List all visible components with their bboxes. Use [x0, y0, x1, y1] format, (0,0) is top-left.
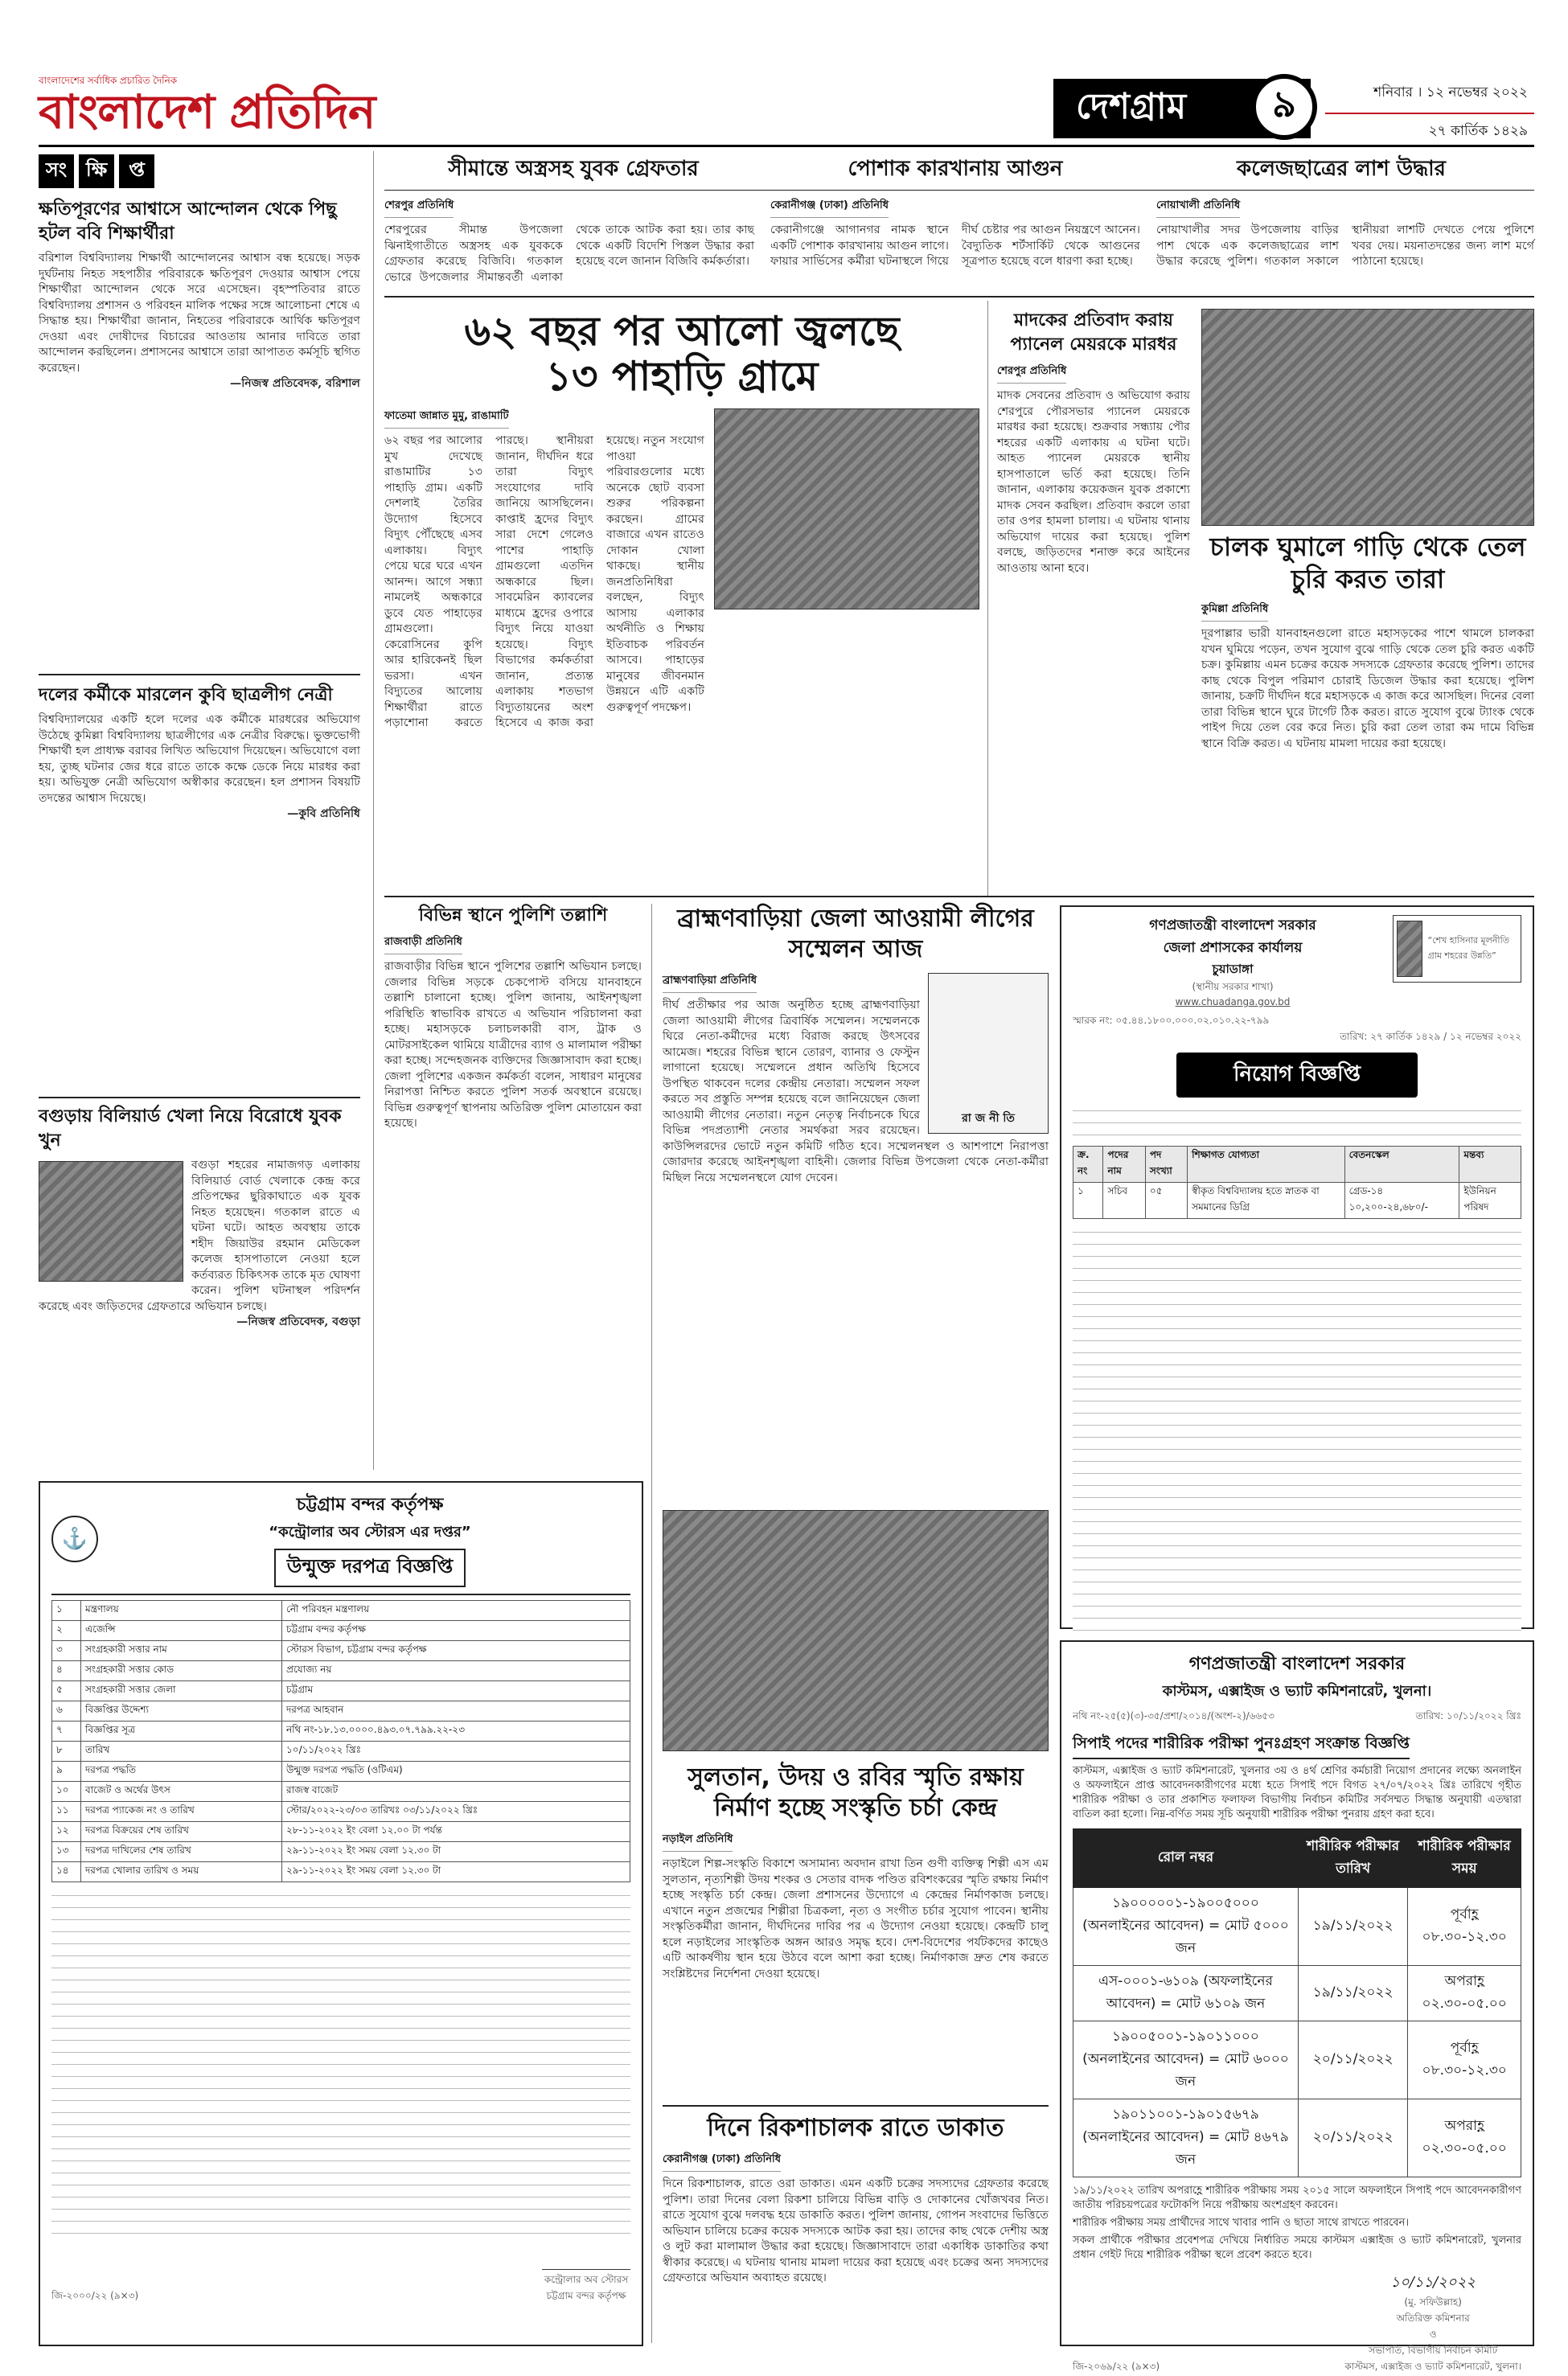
ad-gov: গণপ্রজাতন্ত্রী বাংলাদেশ সরকার: [1149, 917, 1316, 934]
tender-table: [51, 1600, 630, 1882]
table-header-cell: ক্র. নং: [1073, 1147, 1103, 1183]
top-story-1: [384, 196, 754, 293]
table-cell: সংগ্রহকারী সত্তার নাম: [81, 1641, 282, 1661]
table-cell: ২০/১১/২০২২: [1298, 2099, 1407, 2177]
ad-slogan: “শেখ হাসিনার মূলনীতি গ্রাম শহরের উন্নতি”: [1427, 935, 1509, 961]
table-header-cell: রোল নম্বর: [1073, 1829, 1299, 1888]
table-row: [52, 1822, 630, 1842]
ad-title: নিয়োগ বিজ্ঞপ্তি: [1176, 1053, 1418, 1098]
table-cell: দরপত্র প্যাকেজ নং ও তারিখ: [81, 1802, 282, 1822]
ad-title: সিপাই পদের শারীরিক পরীক্ষা পুনঃগ্রহণ সংক্রান্ত বিজ্ঞপ্তি: [1073, 1732, 1410, 1759]
table-cell: অপরাহ্ণ ০২.৩০-০৫.০০: [1408, 1966, 1521, 2021]
lead-headline-line: ১৩ পাহাড়ি গ্রামে: [545, 353, 819, 400]
table-cell: দরপত্র দাখিলের শেষ তারিখ: [81, 1842, 282, 1862]
truck-photo: [1201, 309, 1534, 526]
table-cell: ৯: [52, 1762, 81, 1782]
table-header-cell: শারীরিক পরীক্ষার তারিখ: [1298, 1829, 1407, 1888]
story-body: মাদক সেবনের প্রতিবাদ ও অভিযোগ করায় শেরপুরে পৌরসভার প্যানেল মেয়রকে মারধর করা হয়েছে। শুক্রবার সন্ধ্যায় পৌর শহরের একটি এলাকায় এ ঘটনা ঘটে। আহত প্যানেল মেয়রকে স্থানীয় হাসপাতালে ভর্তি করা হয়েছে। তিনি জানান, এলাকায় কয়েকজন যুবক প্রকাশ্যে মাদক সেবন করছিল। প্রতিবাদ করলে তারা তার ওপর হামলা চালায়। এ ঘটনায় থানায় অভিযোগ দায়ের করা হয়েছে। পুলিশ বলছে, জড়িতদের শনাক্ত করে আইনের আওতায় আনা হবে।: [997, 389, 1190, 575]
story-body: কেরানীগঞ্জে আগানগর নামক স্থানে একটি পোশাক কারখানায় আগুন লাগে। ফায়ার সার্ভিসের কর্মীরা ঘটনাস্থলে গিয়ে দীর্ঘ চেষ্টার পর আগুন নিয়ন্ত্রণে আনেন। বৈদ্যুতিক শর্টসার্কিট থেকে আগুনের সূত্রপাত হয়েছে বলে ধারণা করা হচ্ছে।: [770, 224, 1140, 268]
divider: [39, 1097, 360, 1098]
ad-org: চট্টগ্রাম বন্দর কর্তৃপক্ষ: [296, 1495, 444, 1515]
table-cell: ১৪: [52, 1862, 81, 1882]
date-english: শনিবার । ১২ নভেম্বর ২০২২: [1325, 79, 1534, 114]
table-cell: নৌ পরিবহন মন্ত্রণালয়: [282, 1601, 630, 1621]
divider: [384, 896, 1534, 897]
table-row: [52, 1721, 630, 1742]
tender-terms: [51, 1889, 630, 2243]
table-row: [52, 1842, 630, 1862]
masthead: [39, 74, 1534, 143]
page-number: ৯: [1251, 74, 1317, 140]
label-letter: ক্ষি: [79, 154, 114, 188]
ad-date: তারিখ: ২৭ কার্তিক ১৪২৯ / ১২ নভেম্বর ২০২২: [1339, 1031, 1521, 1042]
label-letter: সং: [39, 154, 74, 188]
table-cell: ১০: [52, 1782, 81, 1802]
story-body: বগুড়া শহরের নামাজগড় এলাকায় বিলিয়ার্ড বোর্ড খেলাকে কেন্দ্র করে প্রতিপক্ষের ছুরিকাঘাতে এক যুবক নিহত হয়েছেন। গতকাল রাতে এ ঘটনা ঘটে। আহত অবস্থায় তাকে শহীদ জিয়াউর রহমান মেডিকেল কলেজ হাসপাতালে নেওয়া হলে কর্তব্যরত চিকিৎসক তাকে মৃত ঘোষণা করেন। পুলিশ ঘটনাস্থল পরিদর্শন করেছে এবং জড়িতদের গ্রেফতারে অভিযান চলছে।: [39, 1159, 360, 1313]
sign-title: কাস্টমস, এক্সাইজ ও ভ্যাট কমিশনারেট, খুলনা।: [1344, 2361, 1521, 2372]
table-cell: সংগ্রহকারী সত্তার জেলা: [81, 1681, 282, 1701]
table-header-cell: পদের নাম: [1103, 1147, 1145, 1183]
ad-ref: নথি নং-২৫(৫)(৩)-৩৫/প্রশা/২০১৪/(অংশ-২)/৬৬৫৩: [1073, 1710, 1275, 1721]
chuadanga-recruitment-ad: [1060, 905, 1534, 1629]
building-photo: [663, 1510, 1049, 1751]
story-headline: ব্রাহ্মণবাড়িয়া জেলা আওয়ামী লীগের সম্মেলন আজ: [677, 905, 1034, 963]
masthead-rule: [39, 145, 1534, 147]
story-byline: শেরপুর প্রতিনিধি: [384, 198, 454, 218]
sign-title: সভাপতি, বিভাগীয় নির্বাচন কমিটি: [1369, 2345, 1498, 2356]
brief-story-2: [39, 683, 360, 1094]
exam-schedule-table: [1073, 1828, 1521, 2177]
post-table: [1073, 1146, 1521, 1219]
ad-intro: কাস্টমস, এক্সাইজ ও ভ্যাট কমিশনারেট, খুলনার ৩য় ও ৪র্থ শ্রেণির কর্মচারী নিয়োগ প্রদানের লক্ষ্যে অনলাইন ও অফলাইনে প্রাপ্ত আবেদনকারীগণের মধ্যে হতে সিপাই পদে বিগত ২৭/০৭/২০২২ খ্রিঃ তারিখে গৃহীত শারীরিক পরীক্ষা ও তার প্রকাশিত ফলাফল বিভাগীয় নির্বাচন কমিটির সর্বসম্মত সিদ্ধান্ত অনুযায়ী এতদ্বারা বাতিল করা হলো। নিম্ন-বর্ণিত সময় সূচি অনুযায়ী শারীরিক পরীক্ষা পুনরায় গ্রহণ করা হবে।: [1073, 1765, 1521, 1820]
sign-title: কন্ট্রোলার অব স্টোরস: [544, 2274, 629, 2285]
table-cell: ১: [52, 1601, 81, 1621]
table-cell: দরপত্র বিক্রয়ের শেষ তারিখ: [81, 1822, 282, 1842]
police-story: [384, 904, 642, 1470]
table-header-cell: শিক্ষাগত যোগ্যতা: [1188, 1147, 1344, 1183]
table-row: [1073, 2021, 1521, 2099]
table-cell: ৮: [52, 1742, 81, 1762]
table-cell: ৪: [52, 1661, 81, 1681]
table-header-cell: শারীরিক পরীক্ষার সময়: [1408, 1829, 1521, 1888]
divider: [663, 2105, 1049, 2107]
lead-headline: [384, 309, 979, 402]
story-byline: কেরানীগঞ্জ (ঢাকা) প্রতিনিধি: [770, 198, 889, 218]
ad-note: শারীরিক পরীক্ষায় সময় প্রার্থীদের সাথে খাবার পানি ও ছাতা সাথে রাখতে পারবেন।: [1073, 2217, 1410, 2229]
fuel-theft-story: [1201, 531, 1534, 889]
table-cell: ০৫: [1145, 1183, 1187, 1219]
top-headline: সীমান্তে অস্ত্রসহ যুবক গ্রেফতার: [448, 157, 699, 181]
sign-org: চট্টগ্রাম বন্দর কর্তৃপক্ষ: [546, 2290, 626, 2301]
customs-notice-ad: [1060, 1640, 1534, 2372]
story-credit: —নিজস্ব প্রতিবেদক, বরিশাল: [230, 377, 360, 390]
table-cell: বিজ্ঞপ্তির সূত্র: [81, 1721, 282, 1742]
top-story-3: [1156, 196, 1534, 293]
sign-title: অতিরিক্ত কমিশনার: [1396, 2312, 1470, 2324]
story-body: দূরপাল্লার ভারী যানবাহনগুলো রাতে মহাসড়কের পাশে থামলে চালকরা যখন ঘুমিয়ে পড়েন, তখন সুযোগ বুঝে গাড়ি থেকে তেল চুরি করত একটি চক্র। কুমিল্লায় এমন চক্রের কয়েক সদস্যকে গ্রেফতার করেছে পুলিশ। তাদের কাছ থেকে বিপুল পরিমাণ চোরাই ডিজেল উদ্ধার করা হয়েছে। পুলিশ জানায়, চক্রটি দীর্ঘদিন ধরে মহাসড়কে এ কাজ করে আসছিল। দিনের বেলা তারা বিভিন্ন স্থানে ঘুরে টার্গেট ঠিক করত। রাতে সুযোগ বুঝে ট্যাংক থেকে পাইপ দিয়ে তেল বের করে নিত। চুরি করা তেল তারা কম দামে বিভিন্ন স্থানে বিক্রি করত। এ ঘটনায় মামলা দায়ের করা হয়েছে।: [1201, 627, 1534, 750]
table-cell: চট্টগ্রাম বন্দর কর্তৃপক্ষ: [282, 1621, 630, 1641]
table-cell: গ্রেড-১৪ ১০,২০০-২৪,৬৮০/-: [1344, 1183, 1459, 1219]
table-cell: এস-০০০১-৬১০৯ (অফলাইনের আবেদন) = মোট ৬১০৯ জন: [1073, 1966, 1299, 2021]
ad-place: চুয়াডাঙ্গা: [1212, 962, 1254, 976]
story-byline: নোয়াখালী প্রতিনিধি: [1156, 198, 1240, 218]
table-cell: ৩: [52, 1641, 81, 1661]
story-body: দিনে রিকশাচালক, রাতে ওরা ডাকাত। এমন একটি চক্রের সদস্যদের গ্রেফতার করেছে পুলিশ। তারা দিনের বেলা রিকশা চালিয়ে বিভিন্ন বাড়ি ও দোকানের খোঁজখবর নিত। রাতে সুযোগ বুঝে দলবদ্ধ হয়ে ডাকাতি করত। পুলিশ জানায়, গোপন সংবাদের ভিত্তিতে অভিযান চালিয়ে চক্রের কয়েক সদস্যকে আটক করা হয়। তাদের কাছ থেকে দেশীয় অস্ত্র ও লুট করা মালামাল উদ্ধার করা হয়েছে। জিজ্ঞাসাবাদে তারা একাধিক ডাকাতির কথা স্বীকার করেছে। এ ঘটনায় থানায় মামলা দায়ের করা হয়েছে এবং চক্রের অন্য সদস্যদের গ্রেফতারে অভিযান অব্যাহত রয়েছে।: [663, 2177, 1049, 2284]
table-cell: স্টোর/২০২২-২৩/০৩ তারিখঃ ০৩/১১/২০২২ খ্রিঃ: [282, 1802, 630, 1822]
brief-story-3: [39, 1105, 360, 1451]
table-cell: রাজস্ব বাজেট: [282, 1782, 630, 1802]
brief-section-label: [39, 154, 360, 188]
story-title: ক্ষতিপূরণের আশ্বাসে আন্দোলন থেকে পিছু হটল ববি শিক্ষার্থীরা: [39, 199, 337, 244]
table-cell: ২৮-১১-২০২২ ইং বেলা ১২.০০ টা পর্যন্ত: [282, 1822, 630, 1842]
story-byline: শেরপুর প্রতিনিধি: [997, 363, 1066, 384]
table-cell: পূর্বাহ্ণ ০৮.৩০-১২.৩০: [1408, 1888, 1521, 1966]
knife-photo: [39, 1161, 183, 1282]
story-body: নোয়াখালীর সদর উপজেলায় বাড়ির পাশ থেকে এক কলেজছাত্রের লাশ উদ্ধার করেছে পুলিশ। গতকাল সকালে স্থানীয়রা লাশটি দেখতে পেয়ে পুলিশে খবর দেয়। ময়নাতদন্তের জন্য লাশ মর্গে পাঠানো হয়েছে।: [1156, 224, 1534, 268]
brand-tagline: বাংলাদেশের সর্বাধিক প্রচারিত দৈনিক: [39, 75, 178, 86]
table-cell: প্রযোজ্য নয়: [282, 1661, 630, 1681]
ad-ref: স্মারক নং: ০৫.৪৪.১৮০০.০০০.০২.০১০.২২-৭৯৯: [1073, 1015, 1270, 1026]
illustration-caption: রা জ নী তি: [962, 1112, 1015, 1125]
divider: [384, 190, 1534, 191]
ad-note: সকল প্রার্থীকে পরীক্ষার প্রবেশপত্র দেখিয়ে নির্ধারিত সময়ে কাস্টমস এক্সাইজ ও ভ্যাট কমিশনারেট, খুলনার প্রধান গেইট দিয়ে শারীরিক পরীক্ষা স্থলে প্রবেশ করতে হবে।: [1073, 2234, 1521, 2261]
table-cell: অপরাহ্ণ ০২.৩০-০৫.০০: [1408, 2099, 1521, 2177]
story-body: রাজবাড়ীর বিভিন্ন স্থানে পুলিশের তল্লাশি অভিযান চলছে। জেলার বিভিন্ন সড়কে চেকপোস্ট বসিয়ে যানবাহনে তল্লাশি চালানো হচ্ছে। পুলিশ জানায়, আইনশৃঙ্খলা পরিস্থিতি স্বাভাবিক রাখতে এ অভিযান পরিচালনা করা হচ্ছে। মহাসড়কে চলাচলকারী বাস, ট্রাক ও মোটরসাইকেল থামিয়ে যাত্রীদের ব্যাগ ও মালামাল পরীক্ষা করা হচ্ছে। সন্দেহজনক ব্যক্তিদের জিজ্ঞাসাবাদ করা হচ্ছে। জেলা পুলিশের একজন কর্মকর্তা বলেন, সাধারণ মানুষের নিরাপত্তা নিশ্চিত করতে পুলিশ সতর্ক অবস্থানে রয়েছে। বিভিন্ন গুরুত্বপূর্ণ স্থাপনায় অতিরিক্ত পুলিশ মোতায়েন করা হয়েছে।: [384, 960, 642, 1130]
divider: [39, 674, 360, 675]
story-body: বরিশাল বিশ্ববিদ্যালয় শিক্ষার্থী আন্দোলনের আশ্বাস বন্ধ হয়েছে। সড়ক দুর্ঘটনায় নিহত সহপাঠীর পরিবারকে ক্ষতিপূরণ দেওয়ার আশ্বাস পেয়ে শিক্ষার্থীরা আন্দোলন থেকে সরে এসেছেন। বৃহস্পতিবার রাতে বিশ্ববিদ্যালয় প্রশাসন ও পরিবহন মালিক পক্ষের সঙ্গে আলোচনা শেষে এ সিদ্ধান্ত হয়। শিক্ষার্থীরা জানান, নিহতের পরিবারকে আর্থিক ক্ষতিপূরণ দেওয়া এবং দোষীদের বিচারের আওতায় আনার দাবিতে তারা আন্দোলন করছিলেন। প্রশাসনের আশ্বাসে তারা আপাতত কর্মসূচি স্থগিত করেছেন।: [39, 252, 360, 375]
table-cell: ২৯-১১-২০২২ ইং সময় বেলা ১২.৩০ টা: [282, 1862, 630, 1882]
story-body: নড়াইলে শিল্প-সংস্কৃতি বিকাশে অসামান্য অবদান রাখা তিন গুণী ব্যক্তিত্ব শিল্পী এস এম সুলতান, নৃত্যশিল্পী উদয় শংকর ও সেতার বাদক পণ্ডিত রবিশংকরের স্মৃতি রক্ষায় নির্মাণ হচ্ছে সংস্কৃতি চর্চা কেন্দ্র। জেলা প্রশাসনের উদ্যোগে এ কেন্দ্রের নির্মাণকাজ চলছে। এখানে নতুন প্রজন্মের শিল্পীরা চিত্রকলা, নৃত্য ও সংগীত চর্চার সুযোগ পাবেন। স্থানীয় সংস্কৃতিকর্মীরা জানান, দীর্ঘদিনের দাবির পর এ উদ্যোগ নেওয়া হয়েছে। কেন্দ্রটি চালু হলে নড়াইলের সাংস্কৃতিক অঙ্গন আরও সমৃদ্ধ হবে। দেশ-বিদেশের পর্যটকদের কাছেও এটি আকর্ষণীয় স্থান হয়ে উঠবে বলে আশা করা হচ্ছে। নির্মাণকাজ দ্রুত শেষ করতে সংশ্লিষ্টদের নির্দেশনা দেওয়া হয়েছে।: [663, 1857, 1049, 1980]
table-row: [52, 1762, 630, 1782]
table-row: [52, 1742, 630, 1762]
table-header-cell: মন্তব্য: [1459, 1147, 1521, 1183]
table-cell: স্বীকৃত বিশ্ববিদ্যালয় হতে স্নাতক বা সমমানের ডিগ্রি: [1188, 1183, 1344, 1219]
ad-dept: “কন্ট্রোলার অব স্টোরস এর দপ্তর”: [269, 1524, 471, 1541]
table-cell: উন্মুক্ত দরপত্র পদ্ধতি (ওটিএম): [282, 1762, 630, 1782]
table-cell: ১: [1073, 1183, 1103, 1219]
ad-terms: [1073, 1225, 1521, 1676]
story-credit: —নিজস্ব প্রতিবেদক, বগুড়া: [236, 1315, 360, 1328]
ad-note: ১৯/১১/২০২২ তারিখ অপরাহ্ণে শারীরিক পরীক্ষায় সময় ২০১৫ সালে অফলাইনে সিপাই পদে আবেদনকারীগণ জাতীয় পরিচয়পত্রের ফটোকপি নিয়ে পরীক্ষায় অংশগ্রহণ করবেন।: [1073, 2185, 1521, 2211]
table-row: [52, 1601, 630, 1621]
table-cell: নথি নং-১৮.১৩.০০০০.৪৯৩.০৭.৭৯৯.২২-২৩: [282, 1721, 630, 1742]
mayor-story: [997, 309, 1190, 888]
story-headline: বিভিন্ন স্থানে পুলিশি তল্লাশি: [418, 905, 608, 925]
table-header-cell: বেতনস্কেল: [1344, 1147, 1459, 1183]
table-cell: ইউনিয়ন পরিষদ: [1459, 1183, 1521, 1219]
table-cell: পূর্বাহ্ণ ০৮.৩০-১২.৩০: [1408, 2021, 1521, 2099]
ad-gov: গণপ্রজাতন্ত্রী বাংলাদেশ সরকার: [1188, 1654, 1406, 1674]
table-cell: সংগ্রহকারী সত্তার কোড: [81, 1661, 282, 1681]
ad-code: জি-২০০০/২২ (৯×৩): [51, 2290, 139, 2301]
table-cell: ১৯০০৫০০১-১৯০১১০০০ (অনলাইনের আবেদন) = মোট ৬০০০ জন: [1073, 2021, 1299, 2099]
portrait-photo: [1397, 921, 1422, 977]
anchor-icon: ⚓: [51, 1516, 98, 1562]
column-rule: [373, 151, 374, 1470]
page-body: [39, 151, 1534, 2372]
table-row: [52, 1701, 630, 1721]
ad-office: কাস্টমস, এক্সাইজ ও ভ্যাট কমিশনারেট, খুলনা।: [1162, 1683, 1432, 1700]
lead-headline-line: ৬২ বছর পর আলো জ্বলছে: [464, 308, 900, 355]
story-headline: সুলতান, উদয় ও রবির স্মৃতি রক্ষায় নির্মাণ হচ্ছে সংস্কৃতি চর্চা কেন্দ্র: [688, 1763, 1024, 1822]
table-row: [1073, 2099, 1521, 2177]
signature-date: ১০/১১/২০২২: [1390, 2274, 1476, 2291]
table-header-cell: পদ সংখ্যা: [1145, 1147, 1187, 1183]
table-cell: ৫: [52, 1681, 81, 1701]
story-body: শেরপুরের সীমান্ত উপজেলা ঝিনাইগাতীতে অস্ত্রসহ এক যুবককে গ্রেফতার করেছে বিজিবি। গতকাল ভোরে উপজেলার সীমান্তবর্তী এলাকা থেকে তাকে আটক করা হয়। তার কাছ থেকে একটি বিদেশি পিস্তল উদ্ধার করা হয়েছে বলে জানান বিজিবি কর্মকর্তারা।: [384, 224, 754, 284]
table-cell: মন্ত্রণালয়: [81, 1601, 282, 1621]
ad-intro: [1073, 1104, 1521, 1141]
table-row: [52, 1621, 630, 1641]
table-cell: ১৯০১১০০১-১৯০১৫৬৭৯ (অনলাইনের আবেদন) = মোট ৪৬৭৯ জন: [1073, 2099, 1299, 2177]
table-cell: ১৩: [52, 1842, 81, 1862]
story-headline: চালক ঘুমালে গাড়ি থেকে তেল চুরি করত তারা: [1209, 531, 1526, 594]
ad-date: তারিখ: ১০/১১/২০২২ খ্রিঃ: [1415, 1710, 1521, 1721]
table-row: [52, 1641, 630, 1661]
table-cell: ১১: [52, 1802, 81, 1822]
table-cell: দরপত্র খোলার তারিখ ও সময়: [81, 1862, 282, 1882]
bbaria-story: [663, 904, 1049, 1499]
table-cell: ২৯-১১-২০২২ ইং সময় বেলা ১২.৩০ টা: [282, 1842, 630, 1862]
ad-website[interactable]: www.chuadanga.gov.bd: [1175, 996, 1291, 1007]
label-letter: প্ত: [119, 154, 154, 188]
column-rule: [987, 301, 988, 896]
sign-title: ও: [1429, 2329, 1437, 2340]
story-byline: রাজবাড়ী প্রতিনিধি: [384, 934, 462, 954]
story-title: বগুড়ায় বিলিয়ার্ড খেলা নিয়ে বিরোধে যুবক খুন: [39, 1106, 342, 1151]
table-row: [52, 1862, 630, 1882]
table-row: [1073, 1966, 1521, 2021]
ad-code: জি-২০৬৯/২২ (৯×৩): [1073, 2361, 1160, 2372]
story-byline: নড়াইল প্রতিনিধি: [663, 1832, 733, 1852]
table-cell: ১০/১১/২০২২ খ্রিঃ: [282, 1742, 630, 1762]
brief-story-1: [39, 198, 360, 672]
table-row: [52, 1681, 630, 1701]
dateline: [1325, 79, 1534, 150]
table-row: [1073, 1888, 1521, 1966]
date-bangla: ২৭ কার্তিক ১৪২৯: [1428, 123, 1528, 139]
lead-story: [384, 407, 979, 889]
story-title: দলের কর্মীকে মারলেন কুবি ছাত্রলীগ নেত্রী: [39, 685, 333, 705]
story-body: দীর্ঘ প্রতীক্ষার পর আজ অনুষ্ঠিত হচ্ছে ব্রাহ্মণবাড়িয়া জেলা আওয়ামী লীগের ত্রিবার্ষিক সম্মেলন। সম্মেলনকে ঘিরে নেতা-কর্মীদের মধ্যে বিরাজ করছে উৎসবের আমেজ। শহরের বিভিন্ন স্থানে তোরণ, ব্যানার ও ফেস্টুন লাগানো হয়েছে। সম্মেলনে প্রধান অতিথি হিসেবে উপস্থিত থাকবেন দলের কেন্দ্রীয় নেতারা। সম্মেলন সফল করতে সব প্রস্তুতি সম্পন্ন হয়েছে বলে জানিয়েছেন জেলা আওয়ামী লীগের নেতারা। নতুন নেতৃত্ব নির্বাচনকে ঘিরে বিভিন্ন পদপ্রত্যাশী নেতার সমর্থকরা সরব রয়েছেন। কাউন্সিলরদের ভোটে নতুন কমিটি গঠিত হবে। সম্মেলনস্থল ও আশপাশে নিরাপত্তা জোরদার করেছে আইনশৃঙ্খলা বাহিনী। জেলার বিভিন্ন উপজেলা থেকে নেতা-কর্মীরা মিছিল নিয়ে সম্মেলনস্থলে যোগ দেবেন।: [663, 999, 1049, 1184]
ad-office: জেলা প্রশাসকের কার্যালয়: [1163, 940, 1303, 956]
signature: [542, 2249, 630, 2270]
newspaper-logo: বাংলাদেশ প্রতিদিন: [39, 84, 376, 139]
top-headline: কলেজছাত্রের লাশ উদ্ধার: [1237, 157, 1446, 181]
table-cell: ২: [52, 1621, 81, 1641]
table-cell: ১২: [52, 1822, 81, 1842]
table-cell: ১৯/১১/২০২২: [1298, 1888, 1407, 1966]
top-headline-row: [384, 151, 1534, 190]
table-cell: বাজেট ও অর্থের উৎস: [81, 1782, 282, 1802]
table-cell: সচিব: [1103, 1183, 1145, 1219]
table-row: [52, 1661, 630, 1681]
top-headline: পোশাক কারখানায় আগুন: [848, 157, 1063, 181]
lead-photo: [714, 408, 979, 609]
sign-name: (মু. সফিউল্লাহ): [1404, 2296, 1462, 2308]
table-cell: দরপত্র আহবান: [282, 1701, 630, 1721]
story-headline: দিনে রিকশাচালক রাতে ডাকাত: [707, 2114, 1004, 2142]
divider: [384, 296, 1534, 298]
table-row: [52, 1802, 630, 1822]
ad-branch: (স্থানীয় সরকার শাখা): [1192, 981, 1274, 992]
table-cell: এজেন্সি: [81, 1621, 282, 1641]
story-byline: ব্রাহ্মণবাড়িয়া প্রতিনিধি: [663, 973, 757, 993]
story-body: বিশ্ববিদ্যালয়ের একটি হলে দলের এক কর্মীকে মারধরের অভিযোগ উঠেছে কুমিল্লা বিশ্ববিদ্যালয় ছাত্রলীগের এক নেত্রীর বিরুদ্ধে। ভুক্তভোগী শিক্ষার্থী হল প্রাধ্যক্ষ বরাবর লিখিত অভিযোগ দিয়েছেন। অভিযোগে বলা হয়, তুচ্ছ ঘটনার জের ধরে রাতে তাকে কক্ষে ডেকে নিয়ে মারধর করা হয়। অভিযুক্ত নেত্রী অভিযোগ অস্বীকার করেছেন। হল প্রশাসন বিষয়টি তদন্তের আশ্বাস দিয়েছে।: [39, 713, 360, 805]
culture-story: [663, 1763, 1049, 2100]
table-cell: তারিখ: [81, 1742, 282, 1762]
table-cell: ১৯০০০০০১-১৯০০৫০০০ (অনলাইনের আবেদন) = মোট ৫০০০ জন: [1073, 1888, 1299, 1966]
story-byline: কেরানীগঞ্জ (ঢাকা) প্রতিনিধি: [663, 2152, 781, 2172]
top-story-2: [770, 196, 1140, 293]
table-cell: ১৯/১১/২০২২: [1298, 1966, 1407, 2021]
section-label: দেশগ্রাম: [1076, 85, 1187, 127]
table-cell: চট্টগ্রাম: [282, 1681, 630, 1701]
story-credit: —কুবি প্রতিনিধি: [287, 807, 360, 820]
rickshaw-story: [663, 2113, 1049, 2346]
table-cell: ৭: [52, 1721, 81, 1742]
ad-title: উন্মুক্ত দরপত্র বিজ্ঞপ্তি: [274, 1549, 466, 1587]
politics-illustration: [928, 973, 1049, 1134]
table-cell: ৬: [52, 1701, 81, 1721]
column-rule: [651, 904, 652, 2343]
story-byline: কুমিল্লা প্রতিনিধি: [1201, 601, 1268, 622]
story-body: ৬২ বছর পর আলোর মুখ দেখেছে রাঙামাটির ১৩ পাহাড়ি গ্রাম। একটি দেশলাই তৈরির উদ্যোগ হিসেবে বিদ্যুৎ পৌঁছেছে এসব এলাকায়। বিদ্যুৎ পেয়ে ঘরে ঘরে এখন আনন্দ। আগে সন্ধ্যা নামলেই অন্ধকারে ডুবে যেত পাহাড়ের গ্রামগুলো। কেরোসিনের কুপি আর হারিকেনই ছিল ভরসা। এখন বিদ্যুতের আলোয় শিক্ষার্থীরা রাতে পড়াশোনা করতে পারছে। স্থানীয়রা জানান, দীর্ঘদিন ধরে তারা বিদ্যুৎ সংযোগের দাবি জানিয়ে আসছিলেন। কাপ্তাই হ্রদের বিদ্যুৎ সারা দেশে গেলেও পাশের পাহাড়ি গ্রামগুলো এতদিন অন্ধকারে ছিল। সাবমেরিন ক্যাবলের মাধ্যমে হ্রদের ওপারে বিদ্যুৎ নিয়ে যাওয়া হয়েছে। বিদ্যুৎ বিভাগের কর্মকর্তারা জানান, প্রত্যন্ত এলাকায় শতভাগ বিদ্যুতায়নের অংশ হিসেবে এ কাজ করা হয়েছে। নতুন সংযোগ পাওয়া পরিবারগুলোর মধ্যে অনেকে ছোট ব্যবসা শুরুর পরিকল্পনা করছেন। গ্রামের বাজারে এখন রাতেও দোকান খোলা থাকছে। স্থানীয় জনপ্রতিনিধিরা বলছেন, বিদ্যুৎ আসায় এলাকার অর্থনীতি ও শিক্ষায় ইতিবাচক পরিবর্তন আসবে। পাহাড়ের মানুষের জীবনমান উন্নয়নে এটি একটি গুরুত্বপূর্ণ পদক্ষেপ।: [384, 434, 704, 729]
story-byline: ফাতেমা জান্নাত মুমু, রাঙামাটি: [384, 408, 509, 429]
table-cell: বিজ্ঞপ্তির উদ্দেশ্য: [81, 1701, 282, 1721]
port-tender-ad: [39, 1481, 643, 2346]
table-cell: দরপত্র পদ্ধতি: [81, 1762, 282, 1782]
story-headline: মাদকের প্রতিবাদ করায় প্যানেল মেয়রকে মারধর: [1010, 310, 1177, 355]
table-row: [52, 1782, 630, 1802]
table-cell: ২০/১১/২০২২: [1298, 2021, 1407, 2099]
table-cell: স্টোরস বিভাগ, চট্টগ্রাম বন্দর কর্তৃপক্ষ: [282, 1641, 630, 1661]
